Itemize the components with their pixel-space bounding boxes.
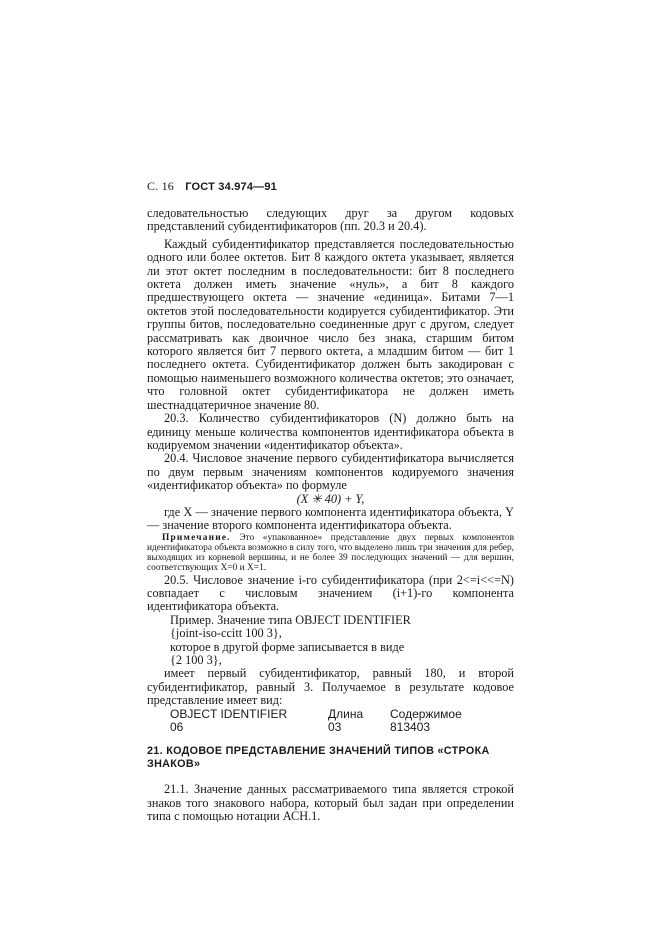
- example-line: которое в другой форме записывается в виде: [170, 639, 405, 654]
- formula: (X ✳ 40) + Y,: [296, 491, 365, 506]
- page-number: С. 16: [147, 179, 175, 193]
- example: [147, 614, 514, 668]
- standard-number: ГОСТ 34.974—91: [185, 181, 277, 193]
- code-cell: 06: [170, 719, 184, 734]
- code-col-header: OBJECT IDENTIFIER: [170, 706, 288, 721]
- note-text: Это «упакованное» представление двух первых компонентов идентификатора объекта возможно в силу того, что выделено лишь три значения для ребер, выходящих из корневой вершины, и не более 39 последующих значений — для вершин, соответствующих X=0 и X=1.: [147, 532, 514, 574]
- paragraph: 20.4. Числовое значение первого субидентификатора вычисляется по двум первым значениям компонентов кодируемого значения «идентификатор объекта» по формуле: [147, 451, 514, 493]
- paragraph: 21.1. Значение данных рассматриваемого типа является строкой знаков того знакового набора, который был задан при определении типа с помощью нотации АСН.1.: [147, 782, 514, 824]
- body-text: [147, 207, 514, 824]
- code-table-header: [170, 708, 514, 721]
- note: [147, 533, 514, 574]
- code-cell: 03: [328, 719, 342, 734]
- code-col-header: Длина: [328, 706, 364, 721]
- paragraph: 20.3. Количество субидентификаторов (N) должно быть на единицу меньше количества компонентов идентификатора объекта в кодируемом значении «идентификатор объекта».: [147, 411, 514, 452]
- code-cell: 813403: [390, 719, 431, 734]
- code-table-row: [170, 721, 514, 734]
- code-table: [147, 708, 514, 734]
- paragraph: имеет первый субидентификатор, равный 180, и второй субидентификатор, равный 3. Получаемое в результате кодовое представление имеет вид:: [147, 666, 514, 708]
- note-label: Примечание.: [162, 532, 231, 543]
- page-header: [147, 179, 277, 194]
- example-line: Пример. Значение типа OBJECT IDENTIFIER: [170, 612, 411, 627]
- paragraph: 20.5. Числовое значение i-го субидентификатора (при 2<=i<<=N) совпадает с числовым значением (i+1)-го компонента идентификатора объекта.: [147, 572, 514, 614]
- code-col-header: Содержимое: [390, 706, 462, 721]
- paragraph: следовательностью следующих друг за другом кодовых представлений субидентификаторов (пп. 20.3 и 20.4).: [147, 206, 514, 234]
- example-line: {joint-iso-ccitt 100 3},: [170, 626, 282, 641]
- example-line: {2 100 3},: [170, 653, 222, 667]
- paragraph: где X — значение первого компонента идентификатора объекта, Y — значение второго компонента идентификатора объекта.: [147, 504, 514, 533]
- paragraph: Каждый субидентификатор представляется последовательностью одного или более октетов. Бит 8 каждого октета указывает, является ли этот октет последним в последовательности: бит 8 последнего октета должен иметь значение «нуль», а бит 8 каждого предшествующего октета — значение «единица». Битами 7—1 октетов этой последовательности кодируется субидентификатор. Эти группы битов, последовательно соединенные друг с другом, следует рассматривать как двоичное число без знака, старшим битом которого является бит 7 первого октета, а младшим битом — бит 1 последнего октета. Субидентификатор должен быть закодирован с помощью наименьшего возможного количества октетов; это означает, что головной октет субидентификатора не должен иметь шестнадцатеричное значение 80.: [147, 236, 514, 412]
- section-title: 21. КОДОВОЕ ПРЕДСТАВЛЕНИЕ ЗНАЧЕНИЙ ТИПОВ «СТРОКА ЗНАКОВ»: [147, 744, 490, 771]
